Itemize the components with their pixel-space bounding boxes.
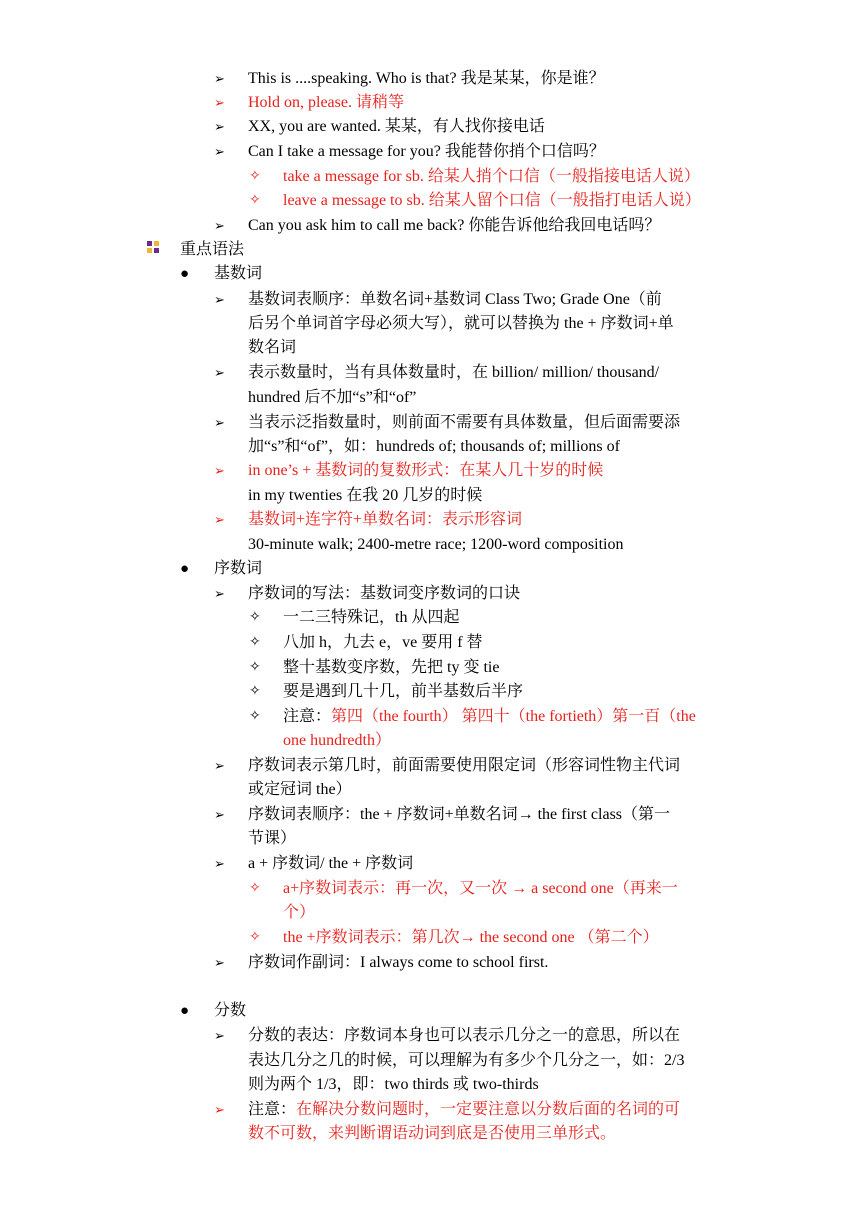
diamond-bullet-icon: ✧ — [249, 610, 261, 625]
text-line: Can I take a message for you? 我能替你捎个口信吗？ — [248, 143, 605, 160]
text-line: 序数词表示第几时，前面需要使用限定词（形容词性物主代词 — [248, 757, 681, 774]
text-line: leave a message to sb. 给某人留个口信（一般指打电话人说） — [283, 192, 701, 209]
text-line: 一二三特殊记，th 从四起 — [283, 609, 460, 626]
text-line: 序数词表顺序：the + 序数词+单数名词→ the first class（第一 — [248, 806, 671, 823]
arrow-bullet-icon: ➢ — [214, 292, 225, 307]
text-line: Can you ask him to call me back? 你能告诉他给我回电话吗？ — [248, 217, 661, 234]
text-line: the +序数词表示：第几次→ the second one （第二个） — [283, 929, 659, 946]
arrow-bullet-icon: ➢ — [214, 218, 225, 233]
arrow-bullet-icon: ➢ — [214, 415, 225, 430]
text-line: 后另个单词首字母必须大写），就可以替换为 the + 序数词+单 — [248, 315, 674, 332]
text-line: 或定冠词 the） — [248, 781, 352, 798]
text-line: XX, you are wanted. 某某，有人找你接电话 — [248, 118, 545, 135]
text-line: 序数词的写法：基数词变序数词的口诀 — [248, 585, 521, 602]
arrow-bullet-icon: ➢ — [214, 512, 225, 527]
text-line: one hundredth） — [283, 732, 391, 749]
dot-bullet-icon: ● — [180, 561, 190, 577]
text-line: 基数词+连字符+单数名词：表示形容词 — [248, 511, 523, 528]
text-line: a+序数词表示：再一次，又一次 → a second one（再来一 — [283, 880, 678, 897]
text-line — [248, 1098, 680, 1122]
arrow-bullet-icon: ➢ — [214, 955, 225, 970]
arrow-bullet-icon: ➢ — [214, 119, 225, 134]
diamond-bullet-icon: ✧ — [249, 169, 261, 184]
arrow-bullet-icon: ➢ — [214, 95, 225, 110]
arrow-bullet-icon: ➢ — [214, 1028, 225, 1043]
diamond-bullet-icon: ✧ — [249, 660, 261, 675]
text-line: 基数词表顺序：单数名词+基数词 Class Two; Grade One（前 — [248, 291, 662, 308]
diamond-bullet-icon: ✧ — [249, 193, 261, 208]
text-line: hundred 后不加“s”和“of” — [248, 389, 417, 406]
subsection-heading: 分数 — [214, 1002, 247, 1019]
arrow-bullet-icon: ➢ — [214, 1102, 225, 1117]
text-line: Hold on, please. 请稍等 — [248, 94, 404, 111]
text-line: This is ....speaking. Who is that? 我是某某，你是谁？ — [248, 70, 605, 87]
text-line: 30-minute walk; 2400-metre race; 1200-word composition — [248, 536, 624, 553]
text-line: 整十基数变序数，先把 ty 变 tie — [283, 659, 500, 676]
text-line: 八加 h，九去 e，ve 要用 f 替 — [283, 634, 483, 651]
diamond-bullet-icon: ✧ — [249, 684, 261, 699]
text-line: 当表示泛指数量时，则前面不需要有具体数量，但后面需要添 — [248, 414, 681, 431]
arrow-bullet-icon: ➢ — [214, 144, 225, 159]
text-line — [283, 705, 696, 729]
arrow-bullet-icon: ➢ — [214, 856, 225, 871]
text-line: in one’s + 基数词的复数形式：在某人几十岁的时候 — [248, 462, 604, 479]
arrow-bullet-icon: ➢ — [214, 807, 225, 822]
text-line: 加“s”和“of”，如：hundreds of; thousands of; millions of — [248, 438, 620, 455]
text-line: 节课） — [248, 830, 297, 847]
text-line: 分数的表达：序数词本身也可以表示几分之一的意思，所以在 — [248, 1027, 681, 1044]
subsection-heading: 序数词 — [214, 560, 263, 577]
note-body: 第四（the fourth） 第四十（the fortieth）第一百（the — [331, 708, 696, 725]
text-line: 要是遇到几十几，前半基数后半序 — [283, 683, 524, 700]
subsection-heading: 基数词 — [214, 265, 263, 282]
note-body: 在解决分数问题时，一定要注意以分数后面的名词的可 — [296, 1101, 681, 1118]
diamond-bullet-icon: ✧ — [249, 881, 261, 896]
diamond-bullet-icon: ✧ — [249, 635, 261, 650]
section-heading: 重点语法 — [180, 241, 245, 258]
arrow-bullet-icon: ➢ — [214, 586, 225, 601]
text-line: 序数词作副词：I always come to school first. — [248, 954, 549, 971]
text-line: 表示数量时，当有具体数量时，在 billion/ million/ thousand/ — [248, 364, 660, 381]
dot-bullet-icon: ● — [180, 1003, 190, 1019]
text-line: 数不可数，来判断谓语动词到底是否使用三单形式。 — [248, 1125, 617, 1142]
text-line: in my twenties 在我 20 几岁的时候 — [248, 487, 483, 504]
text-line: 数名词 — [248, 339, 297, 356]
text-line: take a message for sb. 给某人捎个口信（一般指接电话人说） — [283, 168, 700, 185]
diamond-bullet-icon: ✧ — [249, 709, 261, 724]
text-line: 表达几分之几的时候，可以理解为有多少个几分之一，如：2/3 — [248, 1052, 685, 1069]
arrow-bullet-icon: ➢ — [214, 365, 225, 380]
note-prefix: 注意： — [283, 708, 332, 725]
text-line: a + 序数词/ the + 序数词 — [248, 855, 414, 872]
diamond-bullet-icon: ✧ — [249, 930, 261, 945]
note-prefix: 注意： — [248, 1101, 297, 1118]
dot-bullet-icon: ● — [180, 266, 190, 282]
arrow-bullet-icon: ➢ — [214, 71, 225, 86]
text-line: 则为两个 1/3，即：two thirds 或 two-thirds — [248, 1076, 539, 1093]
arrow-bullet-icon: ➢ — [214, 463, 225, 478]
arrow-bullet-icon: ➢ — [214, 758, 225, 773]
text-line: 个） — [283, 904, 316, 921]
book-stack-icon — [146, 240, 160, 254]
